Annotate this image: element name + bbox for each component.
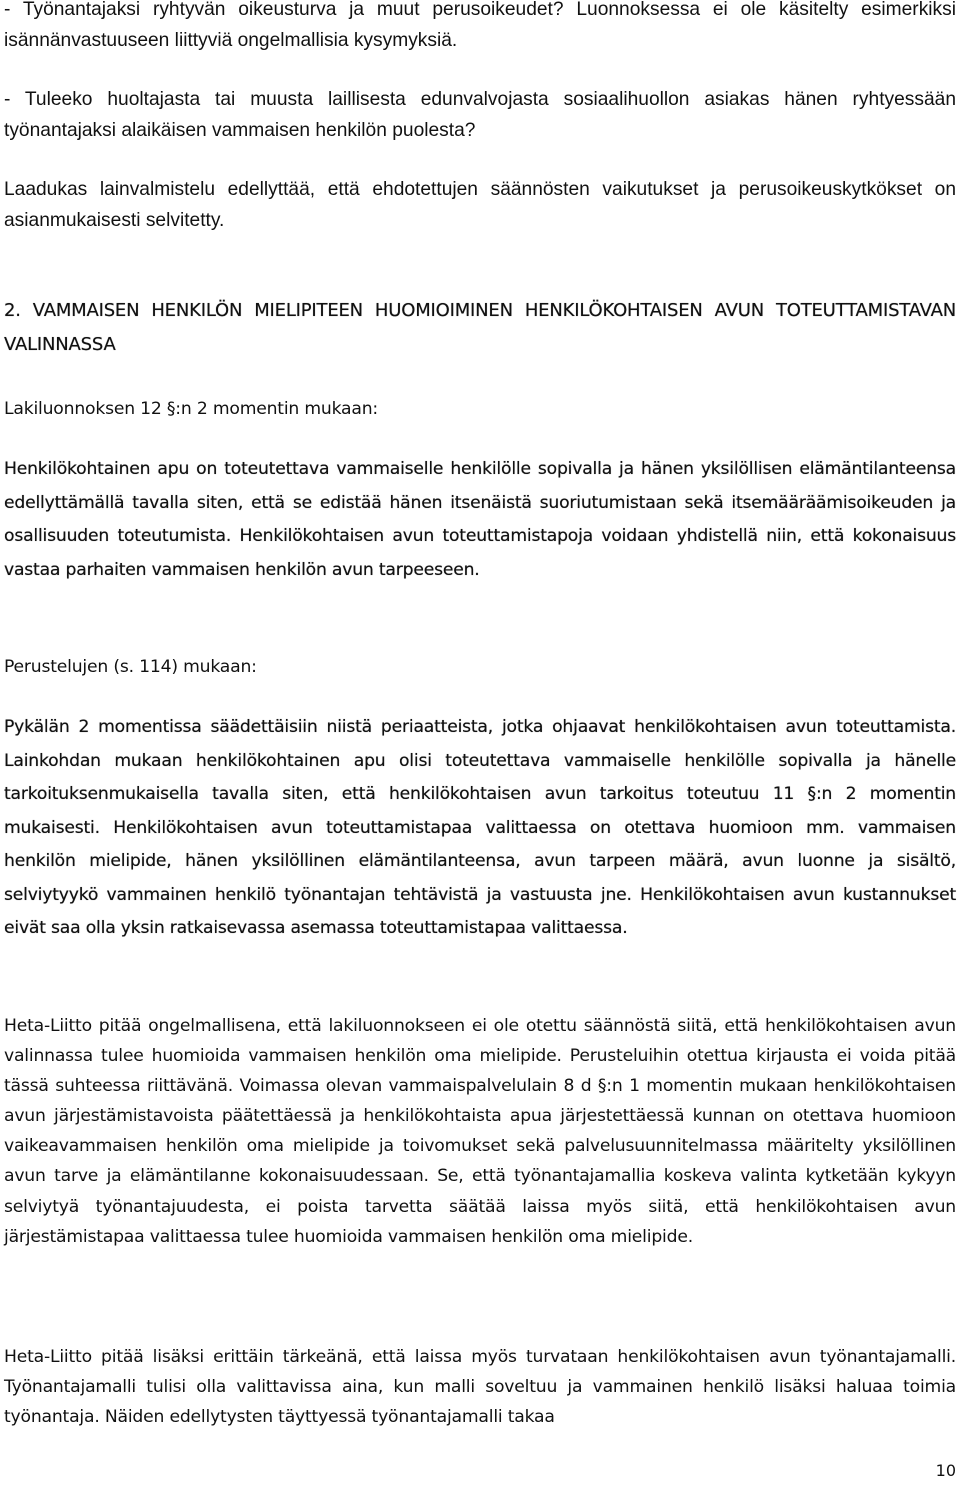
intro-law-draft: Lakiluonnoksen 12 §:n 2 momentin mukaan: [4, 399, 379, 419]
quote-law-draft: Henkilökohtainen apu on toteutettava vammaiselle henkilölle sopivalla ja hänen yksilöllisen elämäntilanteensa edellyttämällä tavalla siten, että se edistää hänen itsenäistä suoriutumistaan sekä itsemääräämisoikeuden ja osallisuuden toteutumista. Henkilökohtaisen avun toteuttamistapoja voidaan yhdistellä niin, että kokonaisuus vastaa parhaiten vammaisen henkilön avun tarpeeseen. [4, 459, 956, 580]
page-number: 10 [935, 1461, 956, 1480]
section-heading: 2. VAMMAISEN HENKILÖN MIELIPITEEN HUOMIOIMINEN HENKILÖKOHTAISEN AVUN TOTEUTTAMISTAVAN VALINNASSA [4, 300, 956, 355]
paragraph-guardian-question: - Tuleeko huoltajasta tai muusta laillisesta edunvalvojasta sosiaalihuollon asiakas hänen ryhtyessään työnantajaksi alaikäisen vammaisen henkilön puolesta? [4, 89, 956, 141]
paragraph-heta-opinion-1: Heta-Liitto pitää ongelmallisena, että lakiluonnokseen ei ole otettu säännöstä siitä, että henkilökohtaisen avun valinnassa tulee huomioida vammaisen henkilön oma mielipide. Perusteluihin otettua kirjausta ei voida pitää tässä suhteessa riittävänä. Voimassa olevan vammaispalvelulain 8 d §:n 1 momentin mukaan henkilökohtaisen avun järjestämistavoista päätettäessä ja henkilökohtaista apua järjestettäessä kunnan on otettava huomioon vaikeavammaisen henkilön oma mielipide ja toivomukset sekä palvelusuunnitelmassa määritelty yksilöllinen avun tarve ja elämäntilanne kokonaisuudessaan. Se, että työnantajamallia koskeva valinta kytketään kykyyn selviytyä työnantajuudesta, ei poista tarvetta säätää laissa myös siitä, että henkilökohtaisen avun järjestämistapaa valittaessa tulee huomioida vammaisen henkilön oma mielipide. [4, 1016, 956, 1247]
quote-justifications: Pykälän 2 momentissa säädettäisiin niistä periaatteista, jotka ohjaavat henkilökohtaisen avun toteuttamista. Lainkohdan mukaan henkilökohtainen apu olisi toteutettava vammaiselle henkilölle sopivalla ja hänelle tarkoituksenmukaisella tavalla siten, että henkilökohtaisen avun tarkoitus toteutuu 11 §:n 2 momentin mukaisesti. Henkilökohtaisen avun toteuttamistapaa valittaessa on otettava huomioon mm. vammaisen henkilön mielipide, hänen yksilöllinen elämäntilanteensa, avun tarpeen määrä, avun luonne ja sisältö, selviytyykö vammainen henkilö työnantajan tehtävistä ja vastuusta jne. Henkilökohtaisen avun kustannukset eivät saa olla yksin ratkaisevassa asemassa toteuttamistapaa valittaessa. [4, 717, 956, 938]
paragraph-heta-opinion-2: Heta-Liitto pitää lisäksi erittäin tärkeänä, että laissa myös turvataan henkilökohtaisen avun työnantajamalli. Työnantajamalli tulisi olla valittavissa aina, kun malli soveltuu ja vammainen henkilö lisäksi haluaa toimia työnantaja. Näiden edellytysten täyttyessä työnantajamalli takaa [4, 1347, 956, 1428]
paragraph-employer-rights: - Työnantajaksi ryhtyvän oikeusturva ja muut perusoikeudet? Luonnoksessa ei ole käsitelty esimerkiksi isännänvastuuseen liittyviä ongelmallisia kysymyksiä. [4, 0, 956, 51]
document-page [4, 0, 956, 1485]
paragraph-quality-legislation: Laadukas lainvalmistelu edellyttää, että ehdotettujen säännösten vaikutukset ja perusoikeuskytkökset on asianmukaisesti selvitetty. [4, 179, 956, 231]
intro-justifications: Perustelujen (s. 114) mukaan: [4, 657, 257, 677]
